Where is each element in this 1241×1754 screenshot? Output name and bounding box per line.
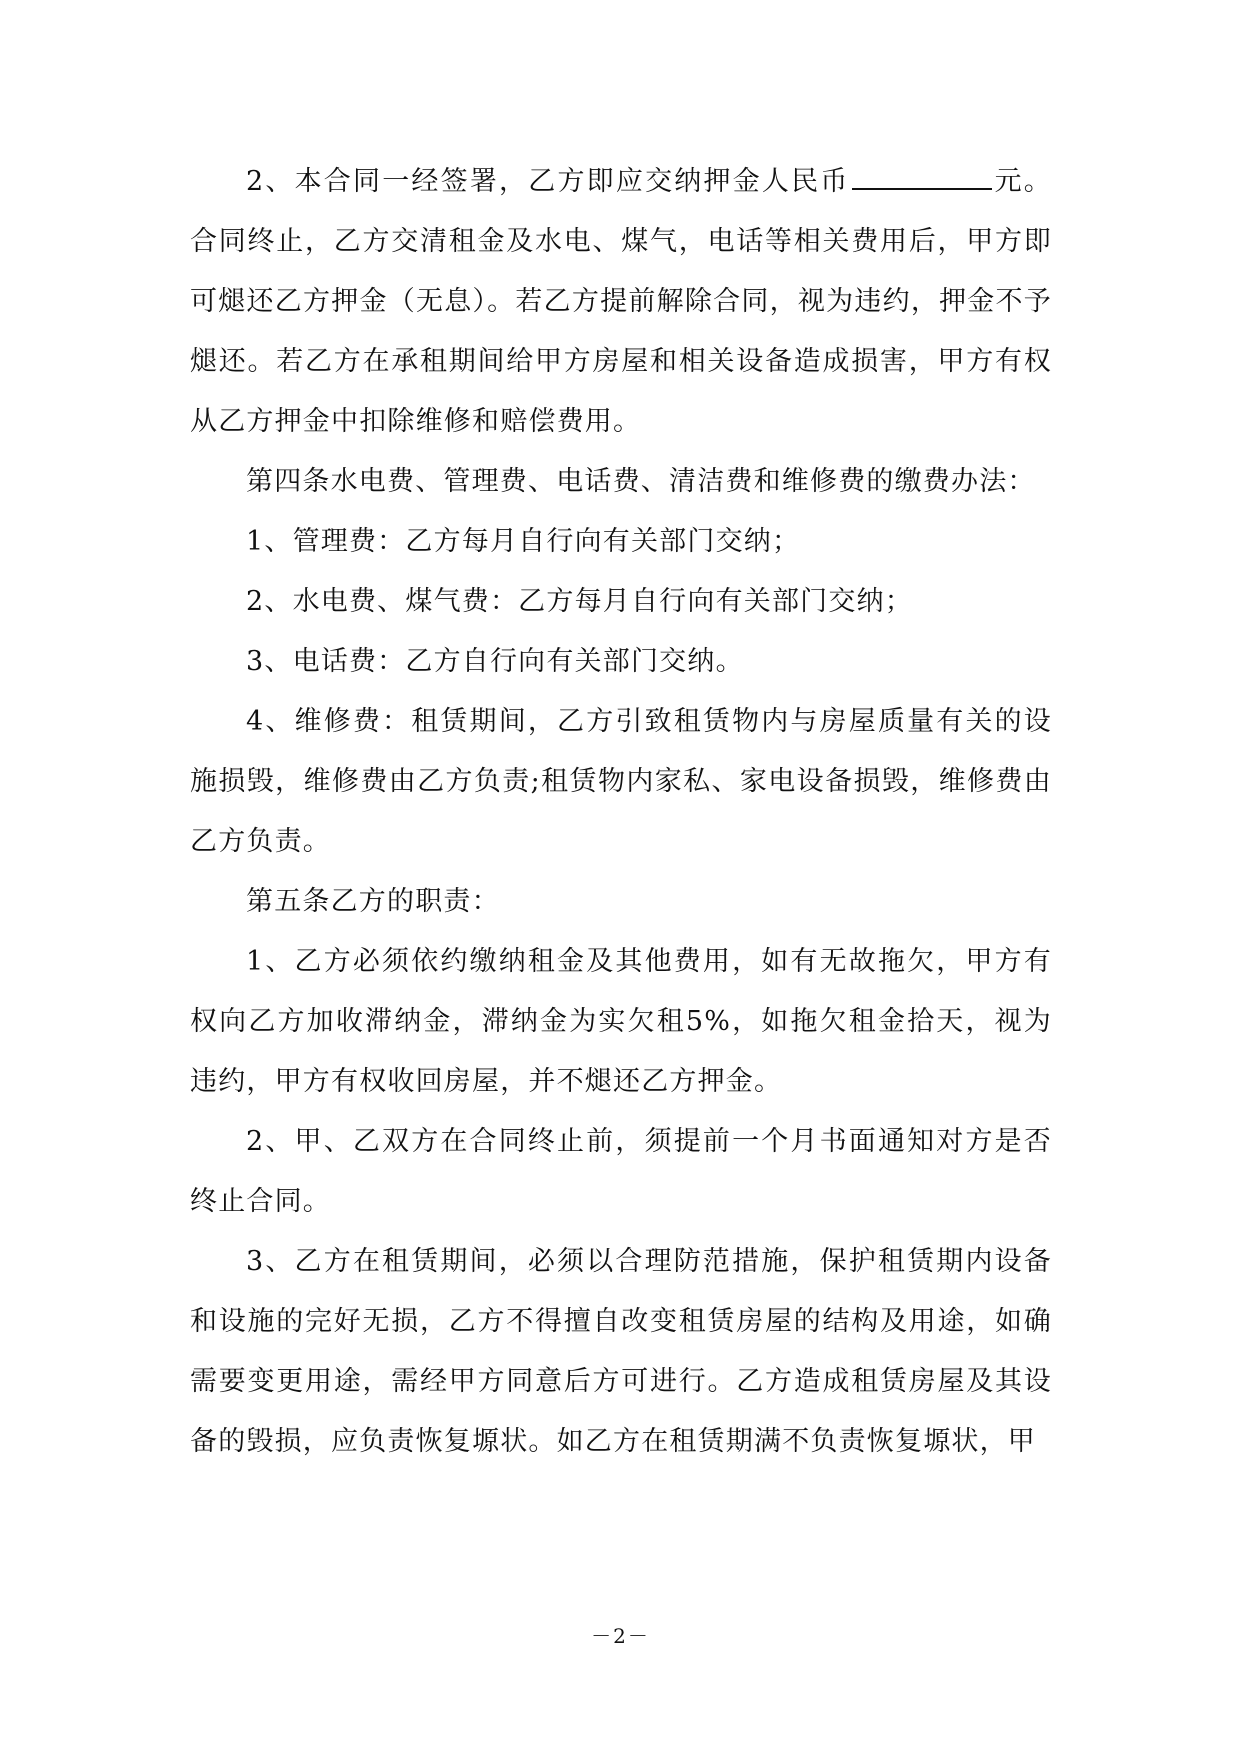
paragraph-phone-fee: 3、电话费：乙方自行向有关部门交纳。: [246, 646, 744, 677]
paragraph-maintenance-fee: 4、维修费：租赁期间，乙方引致租赁物内与房屋质量有关的设施损毁，维修费由乙方负责;租赁物内家私、家电设备损毁，维修费由乙方负责。: [190, 706, 1052, 857]
document-body: [190, 152, 1052, 1472]
paragraph-utility-fee: 2、水电费、煤气费：乙方每月自行向有关部门交纳；: [246, 586, 913, 617]
paragraph-rent-payment: 1、乙方必须依约缴纳租金及其他费用，如有无故拖欠，甲方有权向乙方加收滞纳金，滞纳金为实欠租5%，如拖欠租金拾天，视为违约，甲方有权收回房屋，并不煺还乙方押金。: [190, 946, 1052, 1097]
paragraph-deposit-text-after: 元。合同终止，乙方交清租金及水电、煤气，电话等相关费用后，甲方即可煺还乙方押金（无息）。若乙方提前解除合同，视为违约，押金不予煺还。若乙方在承租期间给甲方房屋和相关设备造成损害，甲方有权从乙方押金中扣除维修和赔偿费用。: [190, 166, 1052, 437]
article-four-heading: 第四条水电费、管理费、电话费、清洁费和维修费的缴费办法：: [246, 466, 1036, 497]
paragraph-deposit-text-before: 2、本合同一经签署，乙方即应交纳押金人民币: [246, 166, 850, 197]
page-number: －2－: [591, 1624, 650, 1648]
paragraph-deposit: [190, 152, 1052, 452]
deposit-amount-blank: [852, 168, 992, 190]
paragraph-property-protection: 3、乙方在租赁期间，必须以合理防范措施，保护租赁期内设备和设施的完好无损，乙方不得擅自改变租赁房屋的结构及用途，如确需要变更用途，需经甲方同意后方可进行。乙方造成租赁房屋及其设备的毁损，应负责恢复塬状。如乙方在租赁期满不负责恢复塬状，甲: [190, 1246, 1052, 1457]
article-five-heading: 第五条乙方的职责：: [246, 886, 500, 917]
paragraph-termination-notice: 2、甲、乙双方在合同终止前，须提前一个月书面通知对方是否终止合同。: [190, 1126, 1052, 1217]
paragraph-management-fee: 1、管理费：乙方每月自行向有关部门交纳；: [246, 526, 801, 557]
